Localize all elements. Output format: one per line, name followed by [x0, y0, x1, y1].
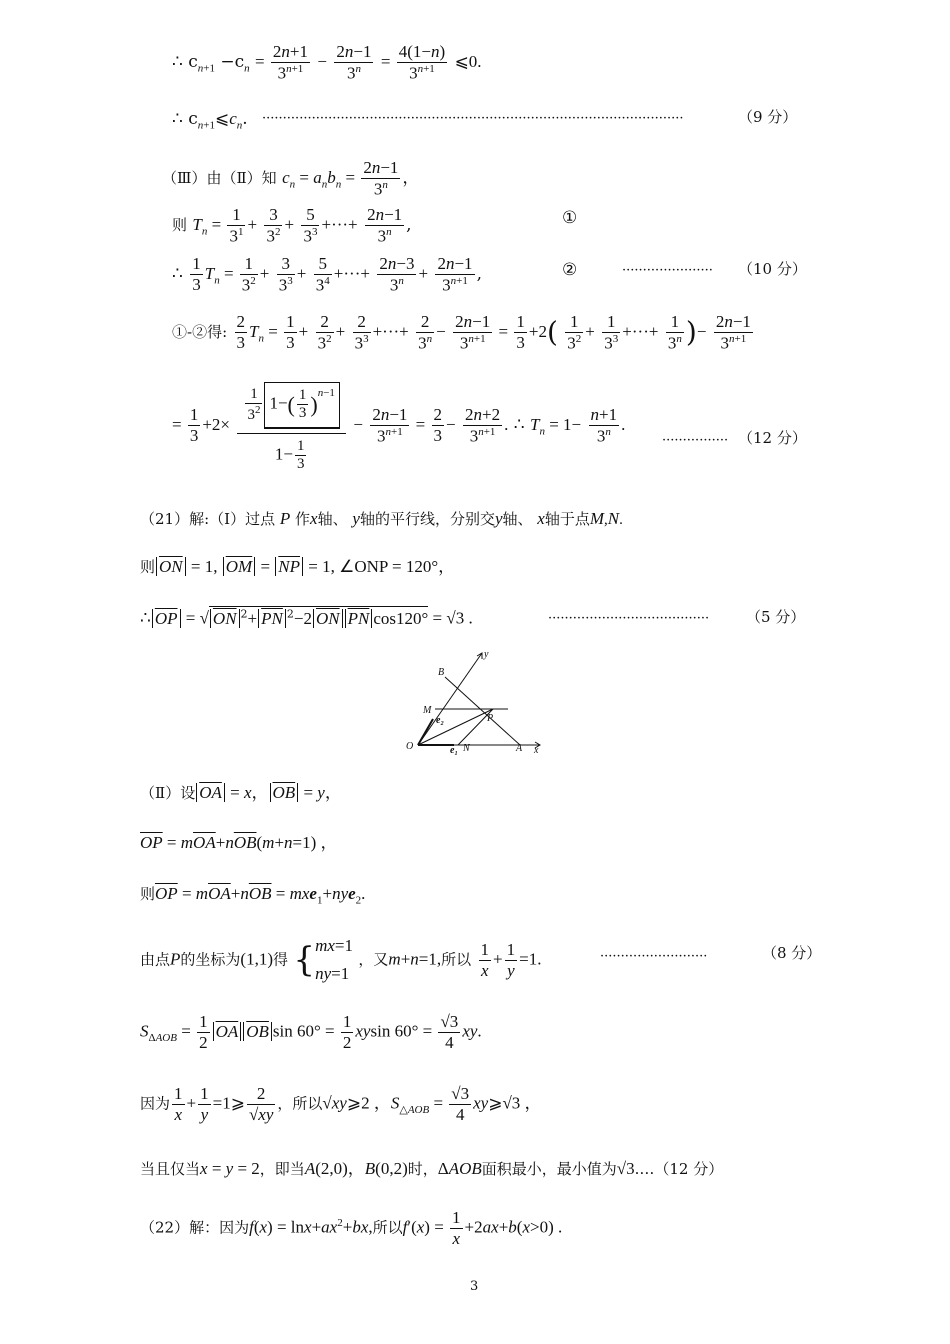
q21-area: $S_{\Delta AOB}$ = $\frac{1}{2}$ $\overline{OA}$ $\overline{OB}$ sin 60° = $\frac{1}{2}$ xysin 60° = $\frac{√3}{4}$ xy.	[140, 1012, 482, 1052]
score-12: （12 分）	[738, 429, 807, 447]
dots: ······················	[622, 263, 713, 278]
page-number: 3	[470, 1279, 479, 1294]
dots: ··························	[600, 949, 708, 964]
label-y: y	[484, 649, 489, 660]
line-cn-diff: ∴ $c_{n+1} -c_n$ = $\frac{2n+1}{3^{n+1}}$ − $\frac{2n-1}{3^n}$ = $\frac{4(1-n)}{3^{n+1}}$ ⩽0.	[172, 42, 482, 83]
line-tn-third: ∴ $\frac{1}{3}$ $T_n$ = $\frac{1}{3^2}$ + $\frac{3}{3^3}$ + $\frac{5}{3^4}$ +···+ $\frac{2n-3}{3^n}$ + $\frac{2n-1}{3^{n+1}}$ ,	[172, 254, 482, 295]
label-b: B	[438, 667, 445, 678]
q21-then: 则 $\overline{ON} = 1$, $\overline{OM} = \overline{NP} = 1$, ∠ONP = 120°，	[140, 557, 456, 576]
vector-figure	[400, 645, 550, 757]
dots: ······································································································	[262, 112, 684, 125]
line-subtract: ①-②得: $\frac{2}{3}$ $T_n$ = $\frac{1}{3}$ + $\frac{2}{3^2}$ + $\frac{2}{3^3}$ +···+ $\frac{2}{3^n}$ − $\frac{2n-1}{3^{n+1}}$ = $\frac{1}{3}$ +2( $\frac{1}{3^2}$ + $\frac{1}{3^3}$ +···+ $\frac{1}{3^n}$ )− $\frac{2n-1}{3^{n+1}}$	[172, 312, 751, 353]
line-sum-result: = $\frac{1}{3}$ +2× $\frac{1}{3^2}$ 1−( $\frac{1}{3}$ )$^{n-1}$ 1− $\frac{1}{3}$ − $\frac{2n-1}{3^{n+1}}$ = $\frac{2}{3}$ − $\frac{2n+2}{3^{n+1}}$ . ∴ $T_n = 1-$ $\frac{n+1}{3^n}$ .	[172, 378, 625, 473]
y-axis	[418, 653, 482, 745]
line-part3: （Ⅲ）由（Ⅱ）知 $c_n = a_nb_n$ = $\frac{2n-1}{3^n}$ ，	[162, 158, 420, 199]
label-m: M	[423, 705, 432, 716]
label-n: N	[463, 743, 470, 754]
line-ab	[445, 677, 520, 745]
label-a: A	[516, 743, 523, 754]
label-e2: e₂	[436, 715, 444, 726]
q21-part2: （Ⅱ）设 $\overline{OA} = x$， $\overline{OB} = y$，	[140, 783, 342, 803]
q21-conclusion: 当且仅当x = y = 2，即当A(2,0)，B(0,2)时，ΔAOB面积最小，最小值为√3.…（12 分）	[140, 1159, 724, 1178]
q21-coord: 由点P的坐标为(1,1)得 {mx=1 ny=1 ，又m+n=1,所以 $\frac{1}{x}$ + $\frac{1}{y}$ =1.	[140, 936, 542, 984]
label-e1: e₁	[450, 745, 458, 756]
q21-op: ∴ $\overline{OP}$ = √ ON $^2+ \overline{PN}$ $^2$−2 $\overline{ON}$ $\overline{PN}$ cos120° = √3 .	[140, 607, 473, 629]
q21-op-expand: 则$\overline{OP} = m\overline{OA}+n\overline{OB} = mxe_1+nye_2$.	[140, 884, 366, 907]
q22: （22）解：因为$f(x) = \ln x+ax^2+bx$,所以f′(x) = $\frac{1}{x}$ +2ax+b(x>0) .	[140, 1208, 563, 1248]
label-x: x	[534, 745, 539, 756]
score-10: （10 分）	[738, 260, 807, 278]
dots: ················	[662, 433, 729, 448]
tag-1: ①	[562, 208, 578, 228]
tag-2: ②	[562, 260, 578, 280]
line-cn-leq: ∴ $c_{n+1}⩽c_n$.	[172, 109, 248, 132]
score-9: （9 分）	[738, 108, 798, 126]
score-8: （8 分）	[762, 944, 822, 962]
q21-title: （21）解:（Ⅰ）过点 P 作x轴、 y轴的平行线，分别交y轴、 x轴于点M,N.	[140, 509, 623, 528]
line-tn: 则 $T_n$ = $\frac{1}{3^1}$ + $\frac{3}{3^2}$ + $\frac{5}{3^3}$ +···+ $\frac{2n-1}{3^n}$ ,	[172, 205, 412, 246]
q21-op-expr: $\overline{OP} = m\overline{OA}+n\overline{OB}(m+n=1)$ ，	[140, 833, 338, 852]
dots: ·······································	[548, 611, 710, 626]
q21-ineq: 因为 $\frac{1}{x}$ + $\frac{1}{y}$ =1⩾ $\frac{2}{√xy}$ ，所以√xy⩾2 ，$S_{\triangle AOB}$ = $\frac{√3}{4}$ xy⩾√3 ，	[140, 1084, 542, 1124]
score-5: （5 分）	[746, 608, 806, 626]
label-o: O	[406, 741, 414, 752]
label-p: P	[487, 713, 494, 724]
